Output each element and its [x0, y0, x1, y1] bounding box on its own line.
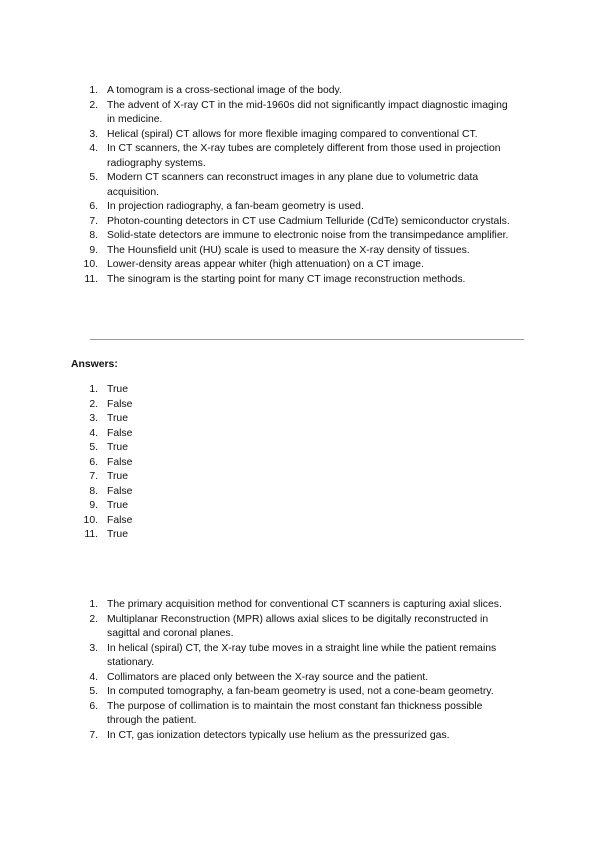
answer-text: True: [107, 384, 128, 395]
true-false-questions-list-1: [0, 84, 512, 287]
list-item: [0, 485, 512, 500]
answer-text: True: [107, 471, 128, 482]
item-number: 4.: [89, 427, 98, 439]
item-number: 9.: [89, 500, 98, 511]
item-number: 2.: [89, 613, 98, 625]
list-item: [0, 258, 512, 273]
item-text: In CT scanners, the X-ray tubes are completely different from those used in projection radiography systems.: [107, 143, 501, 169]
list-item: [0, 700, 512, 729]
item-number: 8.: [89, 485, 98, 497]
item-number: 10.: [83, 259, 98, 270]
answer-text: False: [107, 398, 133, 410]
list-item: [0, 427, 512, 442]
item-number: 1.: [89, 599, 98, 610]
list-item: [0, 398, 512, 413]
answer-text: False: [107, 485, 133, 497]
item-text: A tomogram is a cross-sectional image of the body.: [107, 85, 342, 96]
item-number: 5.: [89, 686, 98, 697]
answer-text: True: [107, 529, 128, 540]
item-text: In projection radiography, a fan-beam geometry is used.: [107, 201, 364, 212]
list-item: [0, 229, 512, 244]
item-number: 7.: [89, 729, 98, 741]
item-text: Lower-density areas appear whiter (high attenuation) on a CT image.: [107, 259, 424, 270]
item-number: 5.: [89, 172, 98, 183]
item-number: 2.: [89, 398, 98, 410]
list-item: [0, 499, 512, 514]
list-item: [0, 273, 512, 288]
item-text: Helical (spiral) CT allows for more flexible imaging compared to conventional CT.: [107, 128, 478, 140]
item-text: The primary acquisition method for conventional CT scanners is capturing axial slices.: [107, 599, 502, 610]
list-item: [0, 642, 512, 671]
answer-text: True: [107, 500, 128, 511]
item-number: 11.: [84, 529, 98, 540]
list-item: [0, 441, 512, 456]
item-number: 4.: [89, 671, 98, 683]
item-text: In helical (spiral) CT, the X-ray tube moves in a straight line while the patient remains stationary.: [107, 642, 497, 668]
list-item: [0, 514, 512, 529]
list-item: [0, 215, 512, 230]
answer-text: False: [107, 427, 133, 439]
item-number: 1.: [89, 85, 98, 96]
list-item: [0, 528, 512, 543]
item-number: 11.: [84, 273, 98, 285]
item-text: Collimators are placed only between the X-ray source and the patient.: [107, 671, 429, 683]
list-item: [0, 200, 512, 215]
item-number: 1.: [89, 384, 98, 395]
item-number: 3.: [89, 413, 98, 424]
answer-text: True: [107, 442, 128, 453]
item-text: The Hounsfield unit (HU) scale is used to measure the X-ray density of tissues.: [107, 244, 470, 256]
item-number: 6.: [89, 456, 98, 468]
item-text: Multiplanar Reconstruction (MPR) allows axial slices to be digitally reconstructed in sagittal and coronal planes.: [107, 613, 489, 639]
list-item: [0, 171, 512, 200]
item-text: The advent of X-ray CT in the mid-1960s did not significantly impact diagnostic imaging in medicine.: [107, 99, 508, 125]
item-number: 4.: [89, 143, 98, 154]
item-number: 7.: [89, 215, 98, 227]
list-item: [0, 685, 512, 700]
list-item: [0, 671, 512, 686]
list-item: [0, 84, 512, 99]
item-text: In computed tomography, a fan-beam geometry is used, not a cone-beam geometry.: [107, 686, 494, 697]
item-number: 10.: [83, 514, 98, 526]
item-number: 6.: [89, 700, 98, 712]
item-text: Modern CT scanners can reconstruct images in any plane due to volumetric data acquisition.: [107, 172, 479, 198]
list-item: [0, 128, 512, 143]
list-item: [0, 598, 512, 613]
item-text: Solid-state detectors are immune to electronic noise from the transimpedance amplifier.: [107, 230, 509, 241]
answer-text: False: [107, 514, 133, 526]
list-item: [0, 470, 512, 485]
list-item: [0, 456, 512, 471]
item-number: 2.: [89, 99, 98, 111]
item-number: 3.: [89, 128, 98, 140]
horizontal-divider: [90, 339, 524, 340]
item-number: 3.: [89, 642, 98, 654]
item-text: In CT, gas ionization detectors typically use helium as the pressurized gas.: [107, 729, 450, 741]
item-text: Photon-counting detectors in CT use Cadmium Telluride (CdTe) semiconductor crystals.: [107, 215, 510, 227]
item-number: 5.: [89, 442, 98, 453]
answer-text: True: [107, 413, 128, 424]
true-false-questions-list-2: [0, 598, 512, 743]
list-item: [0, 142, 512, 171]
list-item: [0, 383, 512, 398]
item-number: 8.: [89, 230, 98, 241]
answers-list: [0, 383, 512, 543]
item-number: 9.: [89, 244, 98, 256]
item-text: The purpose of collimation is to maintain the most constant fan thickness possible through the patient.: [107, 700, 483, 726]
item-number: 6.: [89, 201, 98, 212]
list-item: [0, 729, 512, 744]
list-item: [0, 99, 512, 128]
item-number: 7.: [89, 471, 98, 482]
list-item: [0, 412, 512, 427]
list-item: [0, 244, 512, 259]
answer-text: False: [107, 456, 133, 468]
list-item: [0, 613, 512, 642]
answers-heading: Answers:: [71, 359, 118, 370]
item-text: The sinogram is the starting point for many CT image reconstruction methods.: [107, 273, 466, 285]
